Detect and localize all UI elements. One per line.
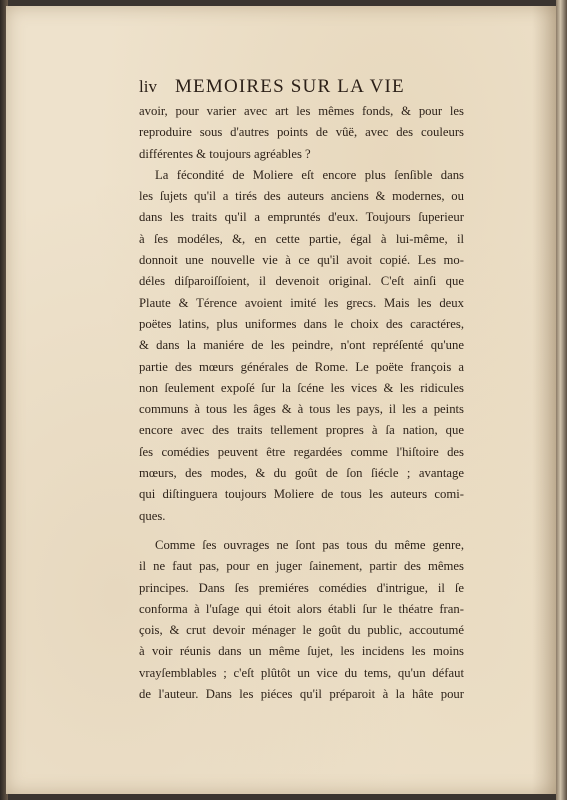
text-line: communs à tous les âges & à tous les pays, il les a peints: [139, 402, 464, 417]
text-line: avoir, pour varier avec art les mêmes fonds, & pour les: [139, 104, 464, 118]
running-title: MEMOIRES SUR LA VIE: [174, 76, 405, 97]
text-line: ques.: [139, 508, 166, 523]
text-line: de l'auteur. Dans les piéces qu'il préparoit à la hâte pour: [139, 687, 464, 702]
text-line: conforma à l'uſage qui étoit alors établi ſur le théatre fran-: [139, 601, 464, 616]
text-line: dans les traits qu'il a empruntés d'eux. Toujours ſuperieur: [139, 210, 464, 225]
paragraph-1: [139, 101, 464, 165]
text-line: vrayſemblables ; c'eſt plûtôt un vice du tems, qu'un défaut: [139, 665, 464, 680]
text-line: çois, & crut devoir ménager le goût du public, accoutumé: [139, 623, 464, 638]
gutter-shadow: [532, 6, 556, 794]
text-line: principes. Dans ſes premiéres comédies d'intrigue, il ſe: [139, 580, 464, 595]
paragraph-2: [139, 165, 464, 527]
text-line: poëtes latins, plus uniformes dans le choix des caractéres,: [139, 316, 464, 331]
text-line: & dans la maniére de les peindre, n'ont repréſenté qu'une: [139, 338, 464, 353]
text-line: les ſujets qu'il a tirés des auteurs anciens & modernes, ou: [139, 189, 464, 204]
text-line: Plaute & Térence avoient imité les grecs. Mais les deux: [139, 295, 464, 310]
text-line: déles diſparoiſſoient, il devenoit original. C'eſt ainſi que: [139, 274, 464, 289]
text-line: mœurs, des modes, & du goût de ſon ſiécle ; avantage: [139, 466, 464, 481]
text-line: La fécondité de Moliere eſt encore plus ſenſible dans: [155, 167, 464, 182]
page-number: liv: [139, 77, 157, 96]
text-line: à voir réunis dans un même ſujet, les incidens les moins: [139, 644, 464, 659]
scan-border-right: [556, 0, 567, 800]
text-line: non ſeulement expoſé ſur la ſcéne les vices & les ridicules: [139, 380, 464, 395]
text-line: reproduire sous d'autres points de vûë, avec des couleurs: [139, 125, 464, 140]
text-line: donnoit une nouvelle vie à ce qu'il avoit copié. Les mo-: [139, 253, 464, 268]
text-line: qui diſtinguera toujours Moliere de tous les auteurs comi-: [139, 487, 464, 502]
text-line: différentes & toujours agréables ?: [139, 146, 311, 161]
text-line: encore avec des traits tellement propres à ſa nation, que: [139, 423, 464, 438]
body-text: [139, 101, 464, 705]
text-line: il ne faut pas, pour en juger ſainement, partir des mêmes: [139, 559, 464, 574]
text-line: Comme ſes ouvrages ne ſont pas tous du même genre,: [155, 537, 464, 552]
text-line: à ſes modéles, &, en cette partie, égal à lui-même, il: [139, 231, 464, 246]
text-line: ſes comédies peuvent être regardées comme l'hiſtoire des: [139, 444, 464, 459]
text-line: partie des mœurs générales de Rome. Le poëte françois a: [139, 359, 464, 374]
paragraph-3: [139, 535, 464, 705]
page-header: [139, 76, 449, 102]
